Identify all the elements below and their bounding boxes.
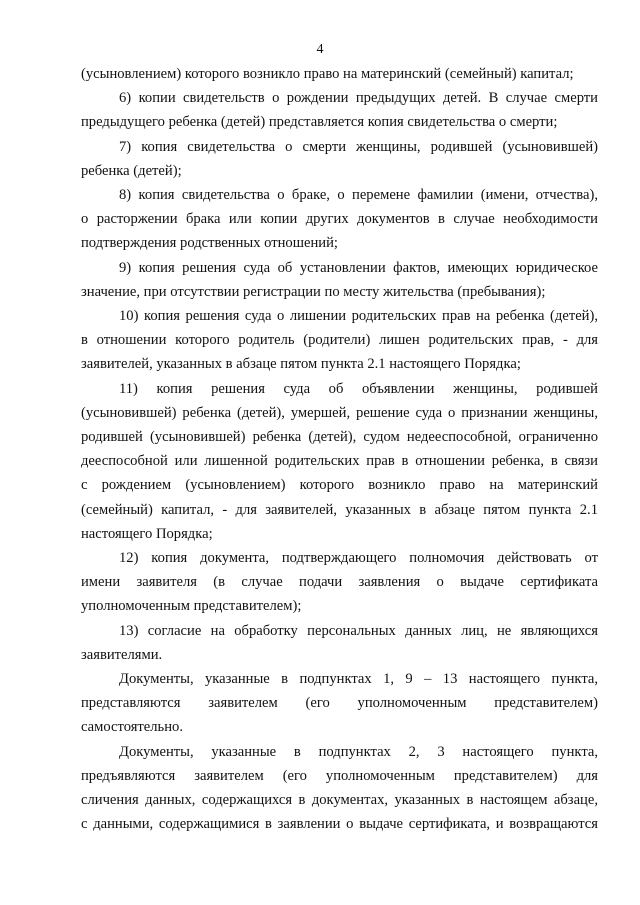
text-line: о расторжении брака или копии других документов в случае необходимости: [81, 211, 598, 228]
paragraph-item-6: [81, 86, 598, 134]
text-line: значение, при отсутствии регистрации по месту жительства (пребывания);: [81, 283, 546, 300]
text-line: самостоятельно.: [81, 719, 183, 736]
text-line: (усыновившей) ребенка (детей), умершей, решение суда о признании женщины,: [81, 404, 598, 421]
text-line: (усыновлением) которого возникло право на материнский (семейный) капитал;: [81, 66, 574, 82]
text-line: с данными, содержащимися в заявлении о выдаче сертификата, и возвращаются: [81, 816, 598, 833]
paragraph-item-7: [81, 135, 598, 183]
document-body: [81, 62, 598, 837]
text-line: родившей (усыновившей) ребенка (детей), судом недееспособной, ограниченно: [81, 429, 598, 446]
text-line: настоящего Порядка;: [81, 525, 213, 542]
paragraph-item-9: [81, 256, 598, 304]
text-line: Документы, указанные в подпунктах 2, 3 настоящего пункта,: [119, 743, 598, 760]
text-line: представляются заявителем (его уполномоченным представителем): [81, 695, 598, 712]
text-line: дееспособной или лишенной родительских прав в отношении ребенка, в связи: [81, 453, 598, 470]
text-line: 10) копия решения суда о лишении родительских прав на ребенка (детей),: [119, 308, 598, 325]
text-line: 8) копия свидетельства о браке, о перемене фамилии (имени, отчества),: [119, 187, 598, 204]
text-line: 7) копия свидетельства о смерти женщины, родившей (усыновившей): [119, 138, 598, 155]
text-line: 12) копия документа, подтверждающего полномочия действовать от: [119, 550, 598, 567]
paragraph-docs-1: [81, 667, 598, 740]
text-line: заявителями.: [81, 646, 163, 663]
paragraph-item-11: [81, 377, 598, 546]
text-line: сличения данных, содержащихся в документах, указанных в настоящем абзаце,: [81, 792, 598, 809]
text-line: предъявляются заявителем (его уполномоченным представителем) для: [81, 767, 598, 784]
text-line: 13) согласие на обработку персональных данных лиц, не являющихся: [119, 622, 598, 639]
text-line: имени заявителя (в случае подачи заявления о выдаче сертификата: [81, 574, 598, 591]
text-line: 6) копии свидетельств о рождении предыдущих детей. В случае смерти: [119, 90, 598, 107]
paragraph-docs-2: [81, 740, 598, 837]
text-line: Документы, указанные в подпунктах 1, 9 – 13 настоящего пункта,: [119, 671, 598, 688]
text-line: ребенка (детей);: [81, 162, 182, 179]
text-line: (семейный) капитал, - для заявителей, указанных в абзаце пятом пункта 2.1: [81, 501, 598, 518]
paragraph-item-8: [81, 183, 598, 256]
text-line: 9) копия решения суда об установлении фактов, имеющих юридическое: [119, 259, 598, 276]
text-line: заявителей, указанных в абзаце пятом пункта 2.1 настоящего Порядка;: [81, 356, 521, 373]
paragraph-item-13: [81, 619, 598, 667]
page-number: 4: [316, 42, 324, 57]
paragraph-cont: [81, 62, 598, 86]
text-line: 11) копия решения суда об объявлении женщины, родившей: [119, 380, 598, 397]
text-line: с рождением (усыновлением) которого возникло право на материнский: [81, 477, 598, 494]
text-line: уполномоченным представителем);: [81, 598, 302, 615]
text-line: подтверждения родственных отношений;: [81, 235, 338, 252]
paragraph-item-12: [81, 546, 598, 619]
paragraph-item-10: [81, 304, 598, 377]
text-line: в отношении которого родитель (родители) лишен родительских прав, - для: [81, 332, 598, 349]
text-line: предыдущего ребенка (детей) представляется копия свидетельства о смерти;: [81, 114, 558, 131]
